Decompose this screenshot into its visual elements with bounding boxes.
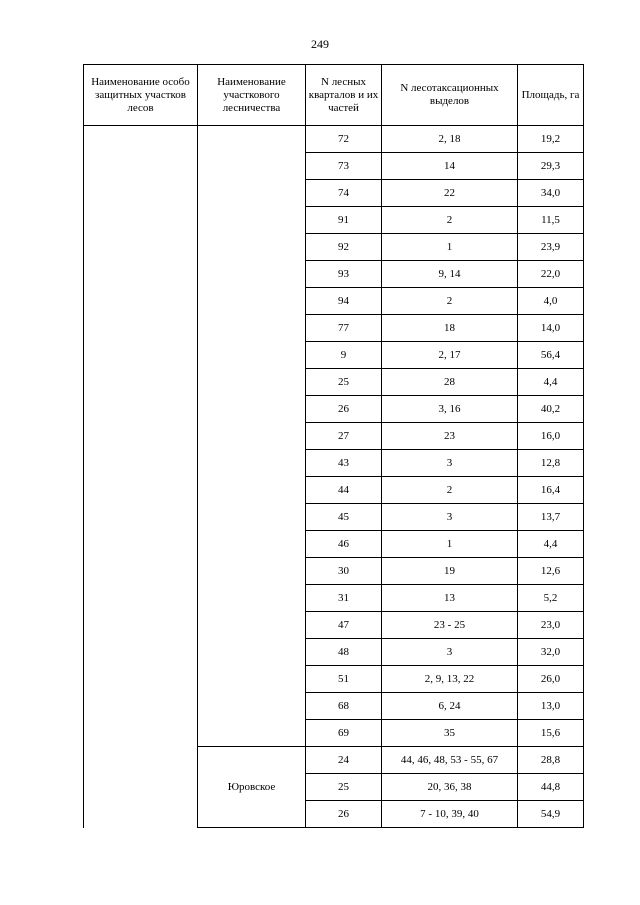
plots-cell: 1	[382, 531, 518, 558]
plots-cell: 3	[382, 450, 518, 477]
area-cell: 15,6	[518, 720, 584, 747]
plots-cell: 3	[382, 504, 518, 531]
area-cell: 4,4	[518, 531, 584, 558]
quarter-cell: 43	[306, 450, 382, 477]
header-area: Площадь, га	[518, 65, 584, 126]
plots-cell: 2, 17	[382, 342, 518, 369]
quarter-cell: 25	[306, 369, 382, 396]
plots-cell: 23 - 25	[382, 612, 518, 639]
plots-cell: 2, 18	[382, 126, 518, 153]
plots-cell: 9, 14	[382, 261, 518, 288]
plots-cell: 44, 46, 48, 53 - 55, 67	[382, 747, 518, 774]
area-cell: 29,3	[518, 153, 584, 180]
quarter-cell: 26	[306, 801, 382, 828]
quarter-cell: 94	[306, 288, 382, 315]
area-cell: 13,0	[518, 693, 584, 720]
forestry-cell	[198, 126, 306, 747]
area-cell: 23,0	[518, 612, 584, 639]
quarter-cell: 47	[306, 612, 382, 639]
quarter-cell: 92	[306, 234, 382, 261]
plots-cell: 14	[382, 153, 518, 180]
area-cell: 4,4	[518, 369, 584, 396]
area-cell: 16,4	[518, 477, 584, 504]
plots-cell: 2	[382, 288, 518, 315]
area-cell: 13,7	[518, 504, 584, 531]
plots-cell: 28	[382, 369, 518, 396]
area-cell: 44,8	[518, 774, 584, 801]
quarter-cell: 51	[306, 666, 382, 693]
area-cell: 16,0	[518, 423, 584, 450]
header-forestry-name: Наименование участкового лесничества	[198, 65, 306, 126]
area-cell: 14,0	[518, 315, 584, 342]
quarter-cell: 77	[306, 315, 382, 342]
quarter-cell: 31	[306, 585, 382, 612]
area-cell: 28,8	[518, 747, 584, 774]
header-protected-area-name: Наименование особо защитных участков лесов	[84, 65, 198, 126]
plots-cell: 3, 16	[382, 396, 518, 423]
quarter-cell: 73	[306, 153, 382, 180]
header-quarter-number: N лесных кварталов и их частей	[306, 65, 382, 126]
quarter-cell: 24	[306, 747, 382, 774]
plots-cell: 2, 9, 13, 22	[382, 666, 518, 693]
plots-cell: 20, 36, 38	[382, 774, 518, 801]
plots-cell: 2	[382, 477, 518, 504]
area-cell: 54,9	[518, 801, 584, 828]
quarter-cell: 74	[306, 180, 382, 207]
plots-cell: 6, 24	[382, 693, 518, 720]
area-cell: 19,2	[518, 126, 584, 153]
plots-cell: 35	[382, 720, 518, 747]
plots-cell: 2	[382, 207, 518, 234]
area-cell: 12,8	[518, 450, 584, 477]
quarter-cell: 91	[306, 207, 382, 234]
page-number: 249	[311, 37, 329, 51]
plots-cell: 7 - 10, 39, 40	[382, 801, 518, 828]
plots-cell: 3	[382, 639, 518, 666]
quarter-cell: 30	[306, 558, 382, 585]
quarter-cell: 69	[306, 720, 382, 747]
quarter-cell: 26	[306, 396, 382, 423]
protected-area-cell	[84, 126, 198, 828]
quarter-cell: 27	[306, 423, 382, 450]
plots-cell: 23	[382, 423, 518, 450]
area-cell: 23,9	[518, 234, 584, 261]
area-cell: 22,0	[518, 261, 584, 288]
header-plot-number: N лесотаксационных выделов	[382, 65, 518, 126]
plots-cell: 19	[382, 558, 518, 585]
area-cell: 11,5	[518, 207, 584, 234]
plots-cell: 1	[382, 234, 518, 261]
protected-areas-table	[83, 64, 584, 828]
area-cell: 56,4	[518, 342, 584, 369]
area-cell: 5,2	[518, 585, 584, 612]
area-cell: 34,0	[518, 180, 584, 207]
quarter-cell: 72	[306, 126, 382, 153]
forestry-cell: Юровское	[198, 747, 306, 828]
area-cell: 32,0	[518, 639, 584, 666]
quarter-cell: 46	[306, 531, 382, 558]
quarter-cell: 93	[306, 261, 382, 288]
area-cell: 26,0	[518, 666, 584, 693]
table-row	[84, 126, 584, 153]
table-body	[84, 126, 584, 828]
table-header	[84, 65, 584, 126]
plots-cell: 22	[382, 180, 518, 207]
quarter-cell: 45	[306, 504, 382, 531]
quarter-cell: 68	[306, 693, 382, 720]
area-cell: 4,0	[518, 288, 584, 315]
quarter-cell: 25	[306, 774, 382, 801]
quarter-cell: 48	[306, 639, 382, 666]
plots-cell: 13	[382, 585, 518, 612]
quarter-cell: 44	[306, 477, 382, 504]
header-row	[84, 65, 584, 126]
plots-cell: 18	[382, 315, 518, 342]
area-cell: 12,6	[518, 558, 584, 585]
area-cell: 40,2	[518, 396, 584, 423]
quarter-cell: 9	[306, 342, 382, 369]
